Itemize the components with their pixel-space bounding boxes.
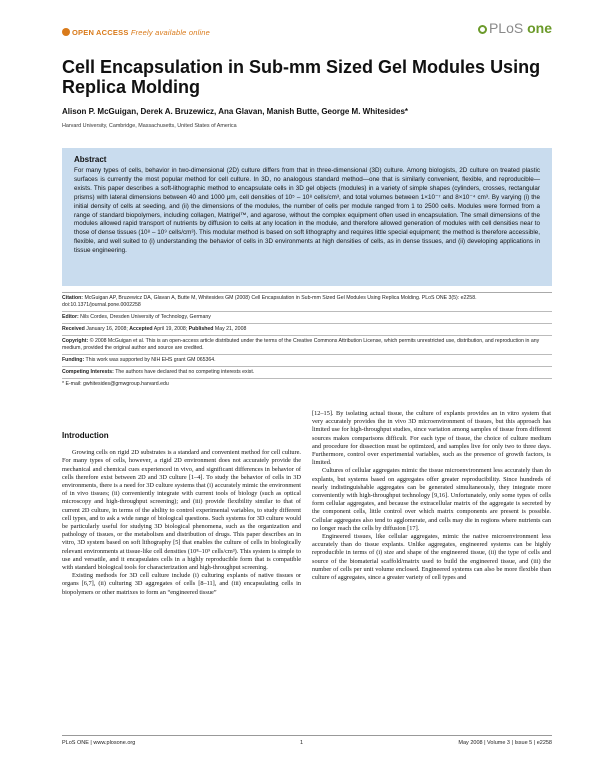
competing-interests-text: The authors have declared that no competing interests exist. bbox=[115, 369, 255, 375]
footer-journal[interactable]: PLoS ONE | www.plosone.org bbox=[62, 740, 136, 746]
editor-row bbox=[62, 312, 552, 324]
funding-row bbox=[62, 355, 552, 367]
copyright-row bbox=[62, 336, 552, 355]
intro-paragraph: Existing methods for 3D cell culture include (i) culturing explants of native tissues or organs [6,7], (ii) culturing 3D aggregates of cells [8–11], and (iii) encapsulating cells in biopolymers or other matrixes to form an “engineered tissue” bbox=[62, 572, 301, 596]
plos-one-logo bbox=[478, 20, 552, 36]
logo-one-text: one bbox=[527, 20, 552, 36]
published-date: May 21, 2008 bbox=[214, 326, 247, 332]
affiliation: Harvard University, Cambridge, Massachusetts, United States of America bbox=[62, 123, 237, 129]
published-label: Published bbox=[188, 326, 214, 332]
body-paragraph: [12–15]. By isolating actual tissue, the culture of explants provides an in vitro system that very accurately provides the in vivo 3D microenvironment of tissues, but this approach has limited use for high-throughput studies, since variation among samples of tissue from different sources makes comparisons difficult. For each type of tissue, the choice of culture medium and procedure for dissection must be optimized, and samples live for only two to three days. Furthermore, control over experimental variables, such as the presence of growth factors, is limited. bbox=[312, 410, 551, 467]
funding-label: Funding: bbox=[62, 357, 85, 363]
abstract-text: For many types of cells, behavior in two-dimensional (2D) culture differs from that in three-dimensional (3D) culture. Among biologists, 2D culture on treated plastic surfaces is currently the most popular method for cell culture. In 3D, no analogous standard method—one that is similarly convenient, flexible, and reproducible—exists. This paper describes a soft-lithographic method to encapsulate cells in 3D gel objects (modules) in a variety of simple shapes (cylinders, crosses, rectangular prisms) with lateral dimensions between 40 and 1000 μm, cell densities of 10⁵ – 10⁸ cells/cm³, and total volumes between 1×10⁻⁷ and 8×10⁻⁴ cm³. By varying (i) the initial density of cells at seeding, and (ii) the dimensions of the modules, the number of cells per module ranged from 1 to 2500 cells. Modules were formed from a range of standard biopolymers, including collagen, Matrigel™, and agarose, without the complex equipment often used in encapsulation. The small dimensions of the modules allowed rapid transport of nutrients by diffusion to cells at any location in the module, and therefore allowed generation of modules with cell densities near to those of dense tissues (10⁸ – 10⁹ cells/cm³). This modular method is based on soft lithography and requires little special equipment; the method is therefore accessible, flexible, and well suited to (i) understanding the behavior of cells in 3D environments at high densities of cells, as in dense tissues, and (ii) developing applications in tissue engineering. bbox=[74, 167, 540, 255]
copyright-text: © 2008 McGuigan et al. This is an open-access article distributed under the terms of the Creative Commons Attribution License, which permits unrestricted use, distribution, and reproduction in any medium, provided the original author and source are credited. bbox=[62, 338, 540, 351]
article-title: Cell Encapsulation in Sub-mm Sized Gel Modules Using Replica Molding bbox=[62, 57, 541, 97]
corresponding-email[interactable]: * E-mail: gwhitesides@gmwgroup.harvard.edu bbox=[62, 381, 169, 387]
right-column bbox=[312, 410, 551, 582]
abstract-box bbox=[62, 148, 552, 286]
author-list: Alison P. McGuigan, Derek A. Bruzewicz, Ana Glavan, Manish Butte, George M. Whitesides* bbox=[62, 107, 408, 116]
logo-plos-text: PLoS bbox=[488, 20, 524, 36]
competing-interests-label: Competing Interests: bbox=[62, 369, 114, 375]
abstract-heading: Abstract bbox=[74, 155, 107, 164]
footer-issue: May 2008 | Volume 3 | Issue 5 | e2258 bbox=[458, 740, 552, 746]
email-row bbox=[62, 379, 552, 390]
logo-ring-icon bbox=[478, 25, 487, 34]
editor-label: Editor: bbox=[62, 314, 79, 320]
open-access-banner bbox=[62, 28, 210, 37]
page-number: 1 bbox=[300, 740, 304, 746]
dates-row bbox=[62, 324, 552, 336]
copyright-label: Copyright: bbox=[62, 338, 89, 344]
citation-label: Citation: bbox=[62, 295, 84, 301]
introduction-heading: Introduction bbox=[62, 431, 109, 440]
citation-text: McGuigan AP, Bruzewicz DA, Glavan A, Butte M, Whitesides GM (2008) Cell Encapsulation in Sub-mm Sized Gel Modules Using Replica Molding. PLoS ONE 3(5): e2258. doi:10.1371/journal.pone.0002258 bbox=[62, 295, 477, 308]
article-metadata bbox=[62, 292, 552, 390]
left-column bbox=[62, 432, 301, 597]
funding-text: This work was supported by NIH EHS grant GM 065364. bbox=[85, 357, 216, 363]
citation-row bbox=[62, 292, 552, 312]
competing-interests-row bbox=[62, 367, 552, 379]
open-access-icon bbox=[62, 28, 70, 36]
received-label: Received bbox=[62, 326, 85, 332]
received-date: January 16, 2008; bbox=[86, 326, 128, 332]
page-footer bbox=[62, 735, 552, 749]
accepted-date: April 19, 2008; bbox=[153, 326, 188, 332]
accepted-label: Accepted bbox=[129, 326, 153, 332]
open-access-label: OPEN ACCESS bbox=[72, 28, 129, 37]
body-paragraph: Engineered tissues, like cellular aggregates, mimic the native microenvironment less accurately than do tissue explants. Unlike aggregates, engineered systems can be highly reproducible in terms of (i) size and shape of the engineered tissue, (ii) the type of cells and source of the biomaterial scaffold/matrix used to build the engineered tissue, and (iii) the number of cells per unit volume enclosed. Engineered systems can also be more flexible than culture of aggregates, since a greater variety of cell types and bbox=[312, 533, 551, 582]
freely-available-label: Freely available online bbox=[130, 28, 211, 37]
editor-text: Nils Cordes, Dresden University of Technology, Germany bbox=[80, 314, 211, 320]
intro-paragraph: Growing cells on rigid 2D substrates is a standard and convenient method for cell culture. For many types of cells, however, a rigid 2D environment does not accurately provide the mechanical and chemical cues experienced in vivo, and significant differences in behavior of cells therefore exist between 2D and 3D culture [1–4]. To study the behavior of cells in 3D environments, there is a need for 3D culture systems that (i) accurately mimic the environment of in vivo tissues; (ii) conveniently integrate with current tools of biology (such as optical microscopy and high-throughput screening); and (iii) provide flexibility similar to that of current 2D culture, in terms of the ability to control experimental variables, to study different cell types, and to ask a wide range of biological questions. Such systems for 3D culture would be particularly useful for studying 3D biological phenomena, such as the organization and pathology of tissues, or the metabolism and distribution of drugs. This paper describes an in vitro, 3D system based on soft lithography [5] that enables the culture of cells in biologically relevant environments at tissue-like cell densities (10⁸–10⁹ cells/cm³). This system is simple to use and versatile, and it encapsulates cells in a highly reproducible form that is compatible with standard biological tools for characterization and high-throughput screening. bbox=[62, 449, 301, 572]
body-paragraph: Cultures of cellular aggregates mimic the tissue microenvironment less accurately than do explants, but systems based on aggregates offer greater reproducibility. Since hundreds of nearly indistinguishable aggregates can be generated simultaneously, they integrate more conveniently with high-throughput technology [9,16]. Unfortunately, only some types of cells form cellular aggregates, and because the extracellular matrix of the aggregate is secreted by the component cells, little control over which matrix components are present is possible. Cellular aggregates also tend to agglomerate, and cells may die in regions where nutrients can no longer reach the cells by diffusion [17]. bbox=[312, 467, 551, 532]
journal-header bbox=[62, 20, 552, 48]
